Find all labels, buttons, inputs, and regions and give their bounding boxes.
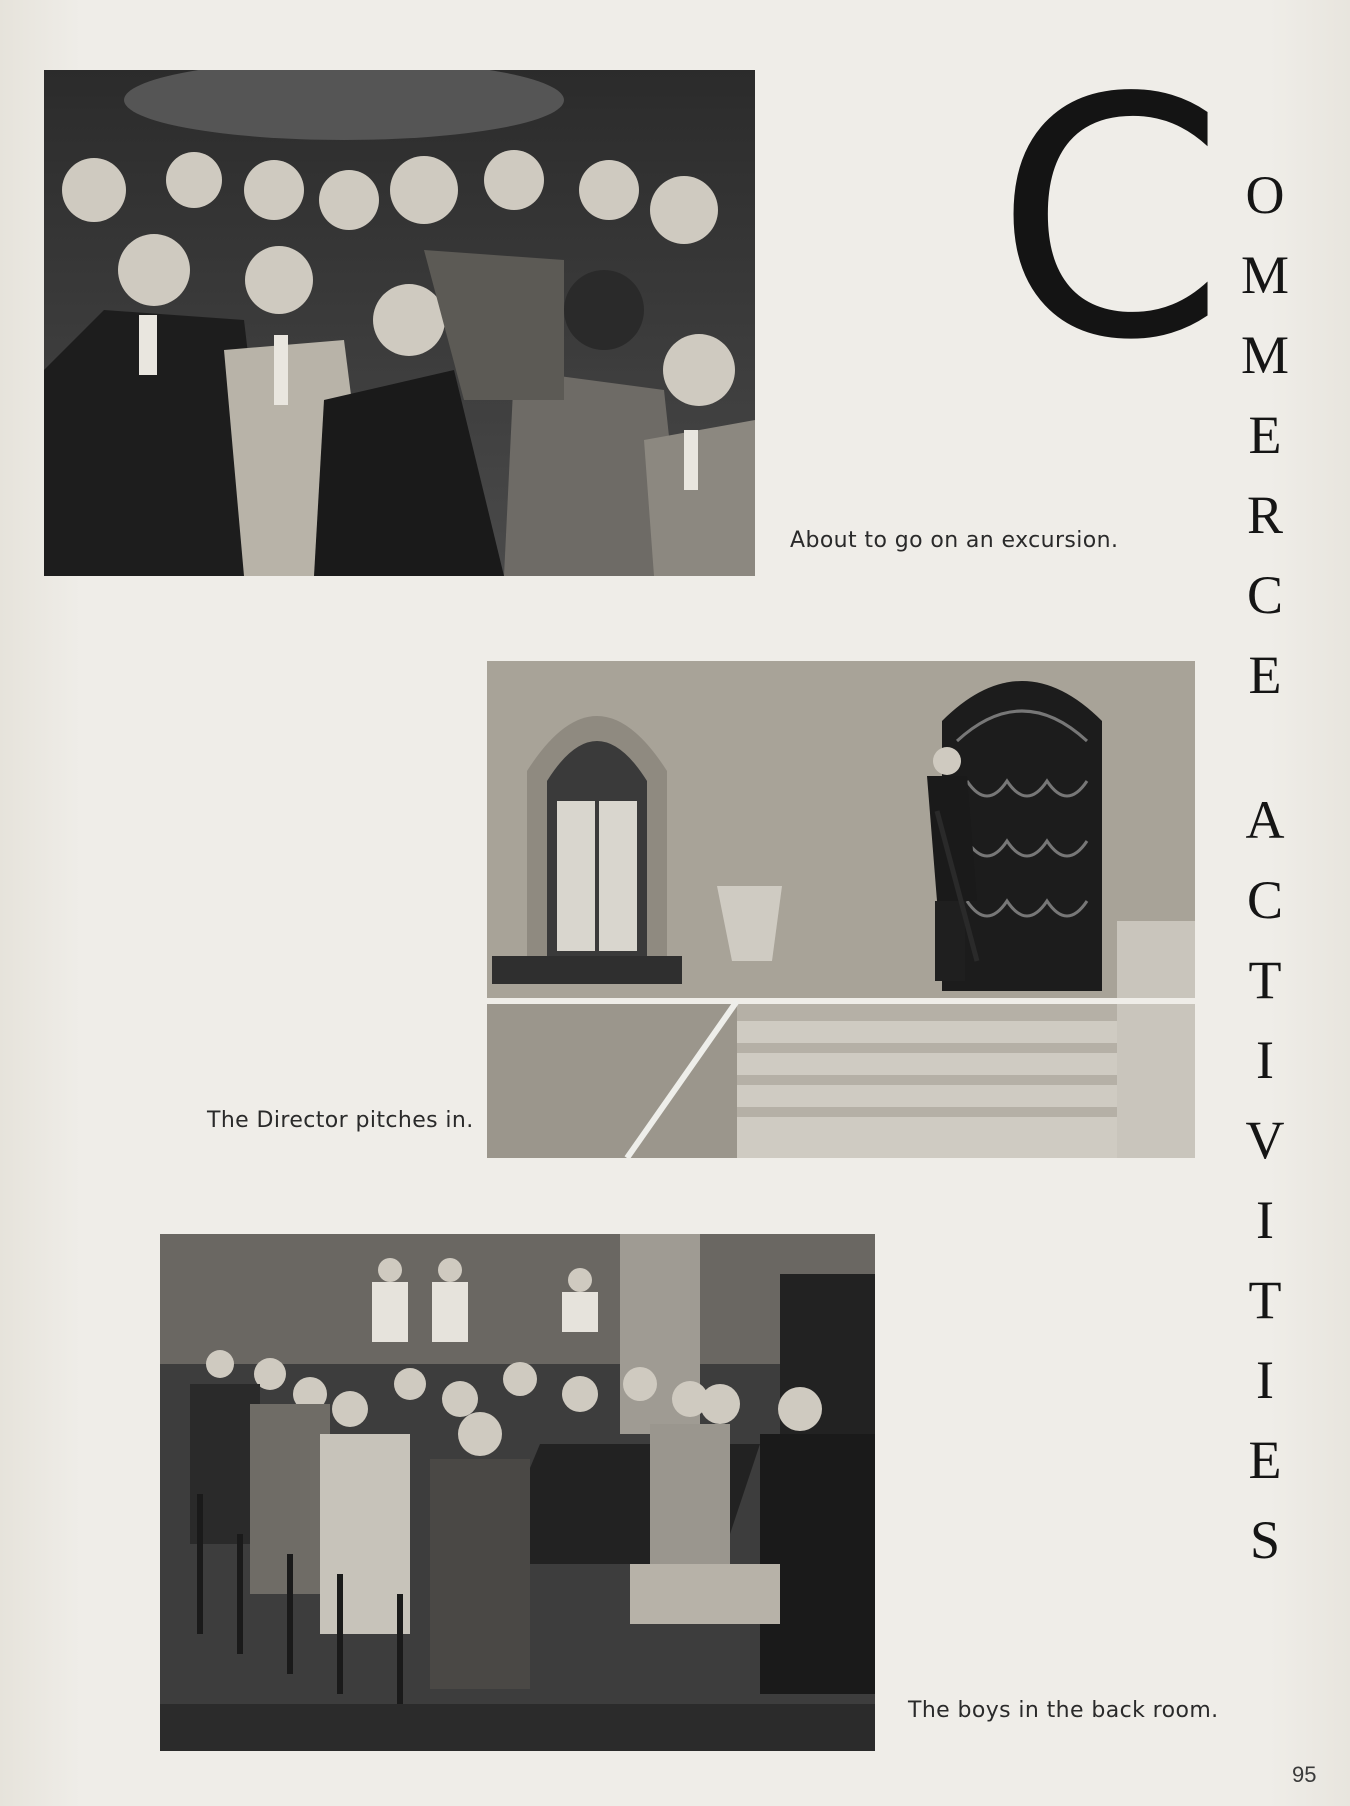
photo-back-room xyxy=(160,1234,875,1751)
heading-letter: S xyxy=(1249,1510,1281,1570)
photo-director xyxy=(487,661,1195,1158)
heading-vertical-word-commerce xyxy=(1240,155,1290,715)
heading-letter: V xyxy=(1245,1110,1285,1170)
heading-letter: M xyxy=(1240,245,1289,305)
page-number: 95 xyxy=(1292,1762,1317,1787)
heading-letter: T xyxy=(1248,1270,1282,1330)
caption-excursion: About to go on an excursion. xyxy=(790,528,1119,553)
heading-letter: O xyxy=(1245,165,1285,225)
heading-letter: E xyxy=(1248,645,1282,705)
heading-letter: R xyxy=(1246,485,1284,545)
photo-excursion xyxy=(44,70,755,576)
heading-letter: I xyxy=(1256,1350,1274,1410)
heading-letter: E xyxy=(1248,405,1282,465)
heading-letter: M xyxy=(1240,325,1289,385)
heading-letter: I xyxy=(1256,1030,1274,1090)
heading-letter: C xyxy=(1246,870,1284,930)
heading-letter: E xyxy=(1248,1430,1282,1490)
caption-director: The Director pitches in. xyxy=(207,1108,474,1133)
heading-letter: I xyxy=(1256,1190,1274,1250)
heading-letter: T xyxy=(1248,950,1282,1010)
heading-initial: C xyxy=(995,28,1226,412)
heading-letter: A xyxy=(1245,790,1285,850)
heading-letter: C xyxy=(1246,565,1284,625)
caption-back-room: The boys in the back room. xyxy=(908,1698,1219,1723)
heading-vertical-word-activities xyxy=(1240,780,1290,1580)
